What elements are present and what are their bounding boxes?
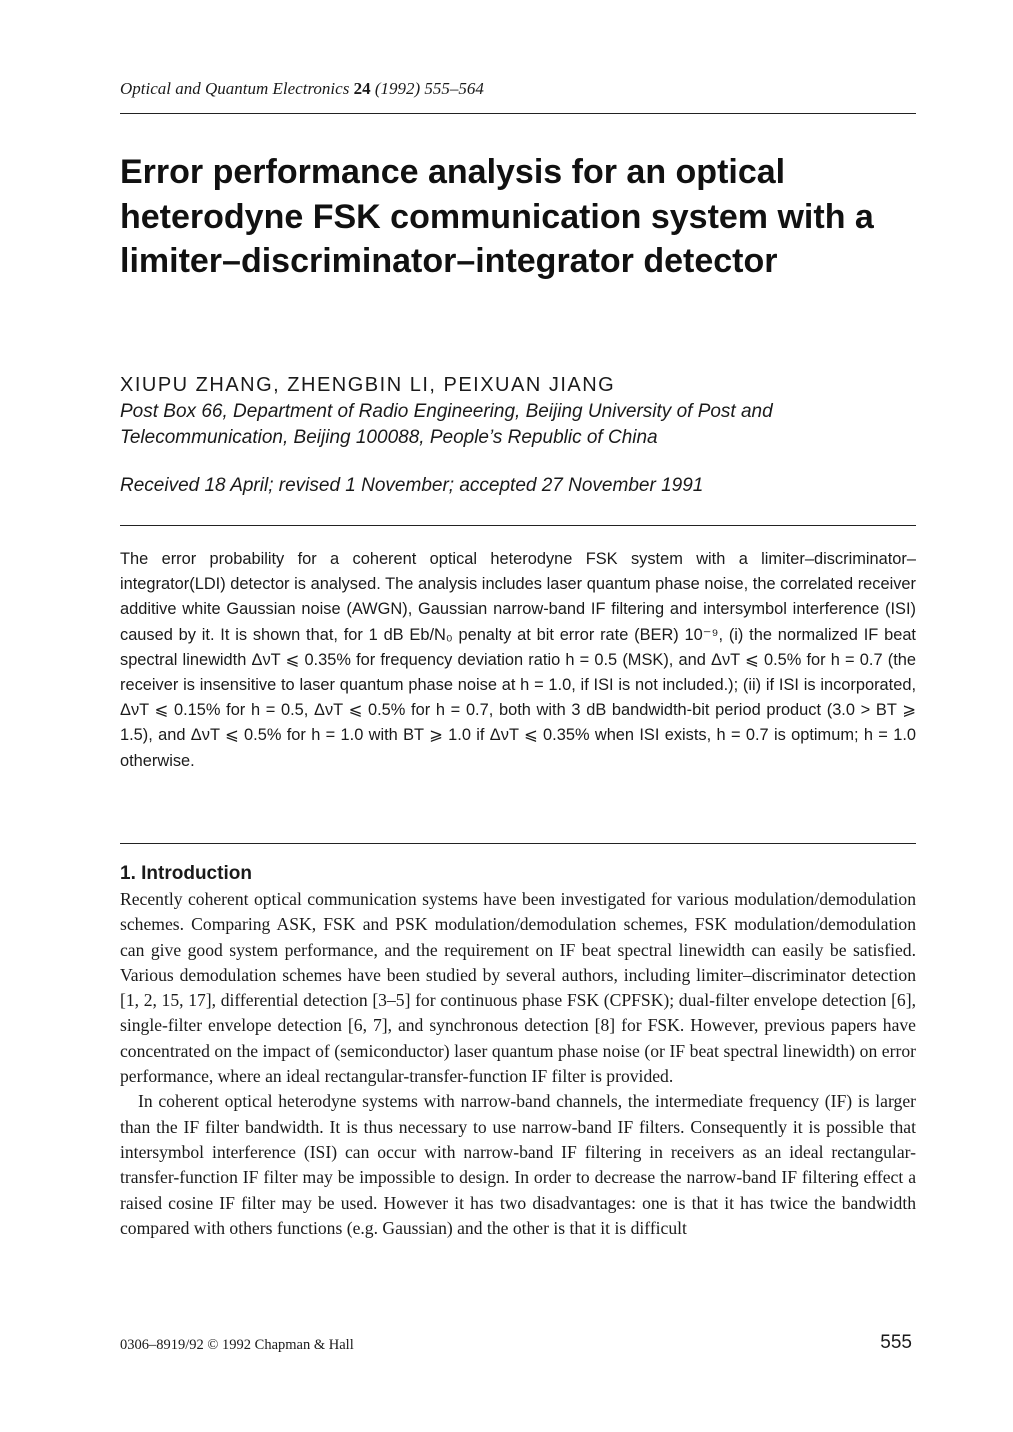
paper-title: Error performance analysis for an optical heterodyne FSK communication system with a limiter–discriminator–integrator detector: [120, 153, 874, 280]
journal-name: Optical and Quantum Electronics: [120, 79, 350, 98]
header-rule: [120, 113, 916, 114]
journal-year-pages: (1992) 555–564: [374, 79, 484, 98]
paragraph: In coherent optical heterodyne systems with narrow-band channels, the intermediate frequency (IF) is larger than the IF filter bandwidth. It is thus necessary to use narrow-band IF filters. Consequently it is possible that intersymbol interference (ISI) can occur with narrow-band IF filtering in receivers as an ideal rectangular-transfer-function IF filter may be impossible to design. In order to decrease the narrow-band IF filtering effect a raised cosine IF filter may be used. However it has two disadvantages: one is that it has twice the bandwidth compared with others functions (e.g. Gaussian) and the other is that it is difficult: [120, 1091, 916, 1238]
abstract: The error probability for a coherent optical heterodyne FSK system with a limiter–discriminator–integrator(LDI) detector is analysed. The analysis includes laser quantum phase noise, the correlated receiver additive white Gaussian noise (AWGN), Gaussian narrow-band IF filtering and intersymbol interference (ISI) caused by it. It is shown that, for 1 dB Eb/N₀ penalty at bit error rate (BER) 10⁻⁹, (i) the normalized IF beat spectral linewidth ΔνT ⩽ 0.35% for frequency deviation ratio h = 0.5 (MSK), and ΔνT ⩽ 0.5% for h = 0.7 (the receiver is insensitive to laser quantum phase noise at h = 1.0, if ISI is not included.); (ii) if ISI is incorporated, ΔνT ⩽ 0.15% for h = 0.5, ΔνT ⩽ 0.5% for h = 0.7, both with 3 dB bandwidth-bit period product (3.0 > BT ⩾ 1.5), and ΔνT ⩽ 0.5% for h = 1.0 with BT ⩾ 1.0 if ΔνT ⩽ 0.35% when ISI exists, h = 0.7 is optimum; h = 1.0 otherwise.: [120, 550, 916, 770]
journal-citation: [120, 79, 916, 99]
abstract-top-rule: [120, 525, 916, 526]
paragraph: Recently coherent optical communication systems have been investigated for various modulation/demodulation schemes. Comparing ASK, FSK and PSK modulation/demodulation schemes, FSK modulation/demodulation can give good system performance, and the requirement on IF beat spectral linewidth can easily be satisfied. Various demodulation schemes have been studied by several authors, including limiter–discriminator detection [1, 2, 15, 17], differential detection [3–5] for continuous phase FSK (CPFSK); dual-filter envelope detection [6], single-filter envelope detection [6, 7], and synchronous detection [8] for FSK. However, previous papers have concentrated on the impact of (semiconductor) laser quantum phase noise (or IF beat spectral linewidth) on error performance, where an ideal rectangular-transfer-function IF filter is provided.: [120, 889, 916, 1087]
page-number: 555: [880, 1332, 912, 1353]
abstract-bottom-rule: [120, 843, 916, 844]
footer-copyright: 0306–8919/92 © 1992 Chapman & Hall: [120, 1337, 354, 1353]
section-heading: 1. Introduction: [120, 863, 252, 884]
received-dates: Received 18 April; revised 1 November; accepted 27 November 1991: [120, 475, 704, 496]
introduction-body: [120, 887, 916, 1241]
journal-volume: 24: [353, 79, 371, 98]
affiliation: Post Box 66, Department of Radio Engineering, Beijing University of Post and Telecommunication, Beijing 100088, People’s Republic of China: [120, 401, 773, 448]
authors: XIUPU ZHANG, ZHENGBIN LI, PEIXUAN JIANG: [120, 374, 616, 396]
